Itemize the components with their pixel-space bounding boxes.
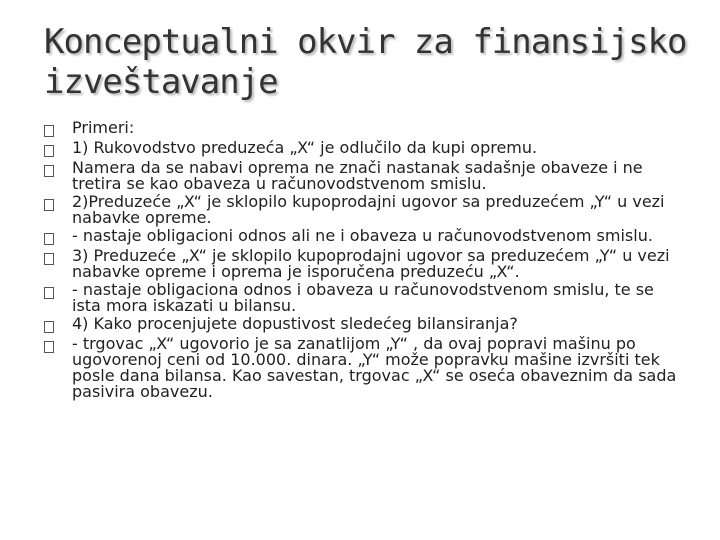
bullet-item — [44, 246, 684, 280]
square-bullet-icon — [44, 314, 72, 334]
bullet-text: Primeri: — [72, 118, 135, 137]
bullet-item — [44, 158, 684, 192]
bullet-text: Namera da se nabavi oprema ne znači nastanak sadašnje obaveze i ne tretira se kao obaveza u računovodstvenom smislu. — [72, 158, 643, 193]
square-bullet-icon — [44, 226, 72, 246]
square-bullet-icon — [44, 280, 72, 300]
bullet-item — [44, 226, 684, 246]
square-bullet-icon — [44, 192, 72, 212]
bullet-item — [44, 192, 684, 226]
bullet-text: 1) Rukovodstvo preduzeća „X“ je odlučilo da kupi opremu. — [72, 138, 538, 157]
bullet-text: - trgovac „X“ ugovorio je sa zanatlijom „Y“ , da ovaj popravi mašinu po ugovorenoj ceni od 10.000. dinara. „Y“ može popravku mašine izvršiti tek posle dana bilansa. Kao savestan, trgovac „X“ se oseća obaveznim da sada pasivira obavezu. — [72, 334, 677, 401]
bullet-item — [44, 314, 684, 334]
slide-title — [44, 22, 694, 102]
bullet-text: 2)Preduzeće „X“ je sklopilo kupoprodajni ugovor sa preduzećem „Y“ u vezi nabavke opreme. — [72, 192, 665, 227]
square-bullet-icon — [44, 138, 72, 158]
bullet-item — [44, 118, 684, 138]
bullet-text: - nastaje obligacioni odnos ali ne i obaveza u računovodstvenom smislu. — [72, 226, 653, 245]
bullet-item — [44, 334, 684, 400]
slide-title-line-2: izveštavanje — [44, 62, 278, 102]
slide-title-line-1: Konceptualni okvir za finansijsko — [44, 22, 687, 62]
square-bullet-icon — [44, 334, 72, 354]
bullet-text: - nastaje obligaciona odnos i obaveza u računovodstvenom smislu, te se ista mora iskazati u bilansu. — [72, 280, 654, 315]
bullet-list — [44, 118, 684, 400]
bullet-item — [44, 280, 684, 314]
bullet-text: 4) Kako procenjujete dopustivost sledećeg bilansiranja? — [72, 314, 518, 333]
bullet-text: 3) Preduzeće „X“ je sklopilo kupoprodajni ugovor sa preduzećem „Y“ u vezi nabavke opreme i oprema je isporučena preduzeću „X“. — [72, 246, 670, 281]
square-bullet-icon — [44, 246, 72, 266]
bullet-item — [44, 138, 684, 158]
square-bullet-icon — [44, 158, 72, 178]
square-bullet-icon — [44, 118, 72, 138]
